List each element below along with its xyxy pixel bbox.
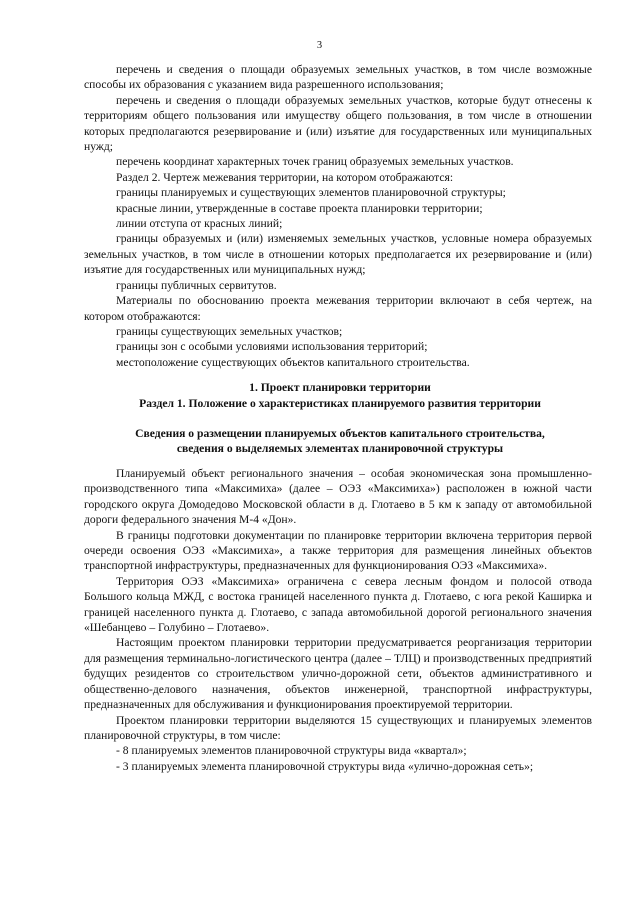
lead-paragraph-11: границы существующих земельных участков; (116, 324, 343, 338)
body-paragraph-5: Проектом планировки территории выделяются 15 существующих и планируемых элементов планировочной структуры, в том числе: (84, 713, 592, 742)
subsection-title-line-1: Сведения о размещении планируемых объектов капитального строительства, (135, 427, 545, 440)
lead-paragraph-12: границы зон с особыми условиями использования территорий; (116, 340, 428, 354)
body-paragraph-4: Настоящим проектом планировки территории предусматривается реорганизация территории для размещения терминально-логистического центра (далее – ТЛЦ) и производственных предприятий будущих резидентов со строительством улично-дорожной сети, объектов административного и общественно-делового назначения, объектов инженерной, транспортной инфраструктуры, предназначенных для обслуживания и функционирования проектируемой территории. (84, 636, 592, 712)
page-number: 3 (316, 40, 323, 51)
list-item-2: - 3 планируемых элемента планировочной структуры вида «улично-дорожная сеть»; (116, 759, 534, 773)
body-paragraph-1: Планируемый объект регионального значения – особая экономическая зона промышленно-производственного типа «Максимиха» (далее – ОЭЗ «Максимиха») расположен в южной части городского округа Домодедово Московской области в д. Глотаево в 5 км к западу от автомобильной дороги федерального значения М-4 «Дон». (84, 467, 592, 527)
body-text-block (84, 466, 592, 774)
body-paragraph-3: Территория ОЭЗ «Максимиха» ограничена с севера лесным фондом и полосой отвода Большого кольца МЖД, с востока границей населенного пункта д. Глотаево, с юга рекой Каширка и границей населенного пункта д. Глотаево, с запада автомобильной дорогой регионального значения «Шебанцево – Голубино – Глотаево». (84, 574, 592, 635)
body-paragraph-2: В границы подготовки документации по планировке территории включена территория первой очереди освоения ОЭЗ «Максимиха», а также территория для размещения линейных объектов транспортной инфраструктуры, предназначенных для функционирования ОЭЗ «Максимиха». (84, 528, 592, 573)
lead-paragraph-9: границы публичных сервитутов. (116, 278, 277, 292)
lead-paragraph-8: границы образуемых и (или) изменяемых земельных участков, условные номера образуемых земельных участков, в том числе в отношении которых предполагается их резервирование и (или) изъятие для государственных или муниципальных нужд; (84, 232, 592, 277)
lead-paragraph-1: перечень и сведения о площади образуемых земельных участков, в том числе возможные способы их образования с указанием вида разрешенного использования; (84, 63, 592, 92)
section-subtitle: Раздел 1. Положение о характеристиках планируемого развития территории (139, 397, 541, 410)
lead-paragraph-10: Материалы по обоснованию проекта межевания территории включают в себя чертеж, на котором отображаются: (84, 294, 592, 323)
lead-paragraph-13: местоположение существующих объектов капитального строительства. (116, 355, 470, 369)
lead-paragraph-2: перечень и сведения о площади образуемых земельных участков, которые будут отнесены к территориям общего пользования или имуществу общего пользования, в том числе в отношении которых предполагаются резервирование и (или) изъятие для государственных или муниципальных нужд; (84, 93, 592, 154)
lead-paragraph-5: границы планируемых и существующих элементов планировочной структуры; (116, 186, 506, 200)
section-title: 1. Проект планировки территории (249, 381, 431, 394)
subsection-title-line-2: сведения о выделяемых элементах планировочной структуры (176, 442, 504, 455)
lead-text-block (84, 62, 592, 370)
lead-paragraph-7: линии отступа от красных линий; (116, 217, 283, 231)
lead-paragraph-6: красные линии, утвержденные в составе проекта планировки территории; (116, 201, 483, 215)
lead-paragraph-4: Раздел 2. Чертеж межевания территории, на котором отображаются: (116, 170, 454, 184)
list-item-1: - 8 планируемых элементов планировочной структуры вида «квартал»; (116, 744, 467, 758)
lead-paragraph-3: перечень координат характерных точек границ образуемых земельных участков. (116, 155, 514, 169)
